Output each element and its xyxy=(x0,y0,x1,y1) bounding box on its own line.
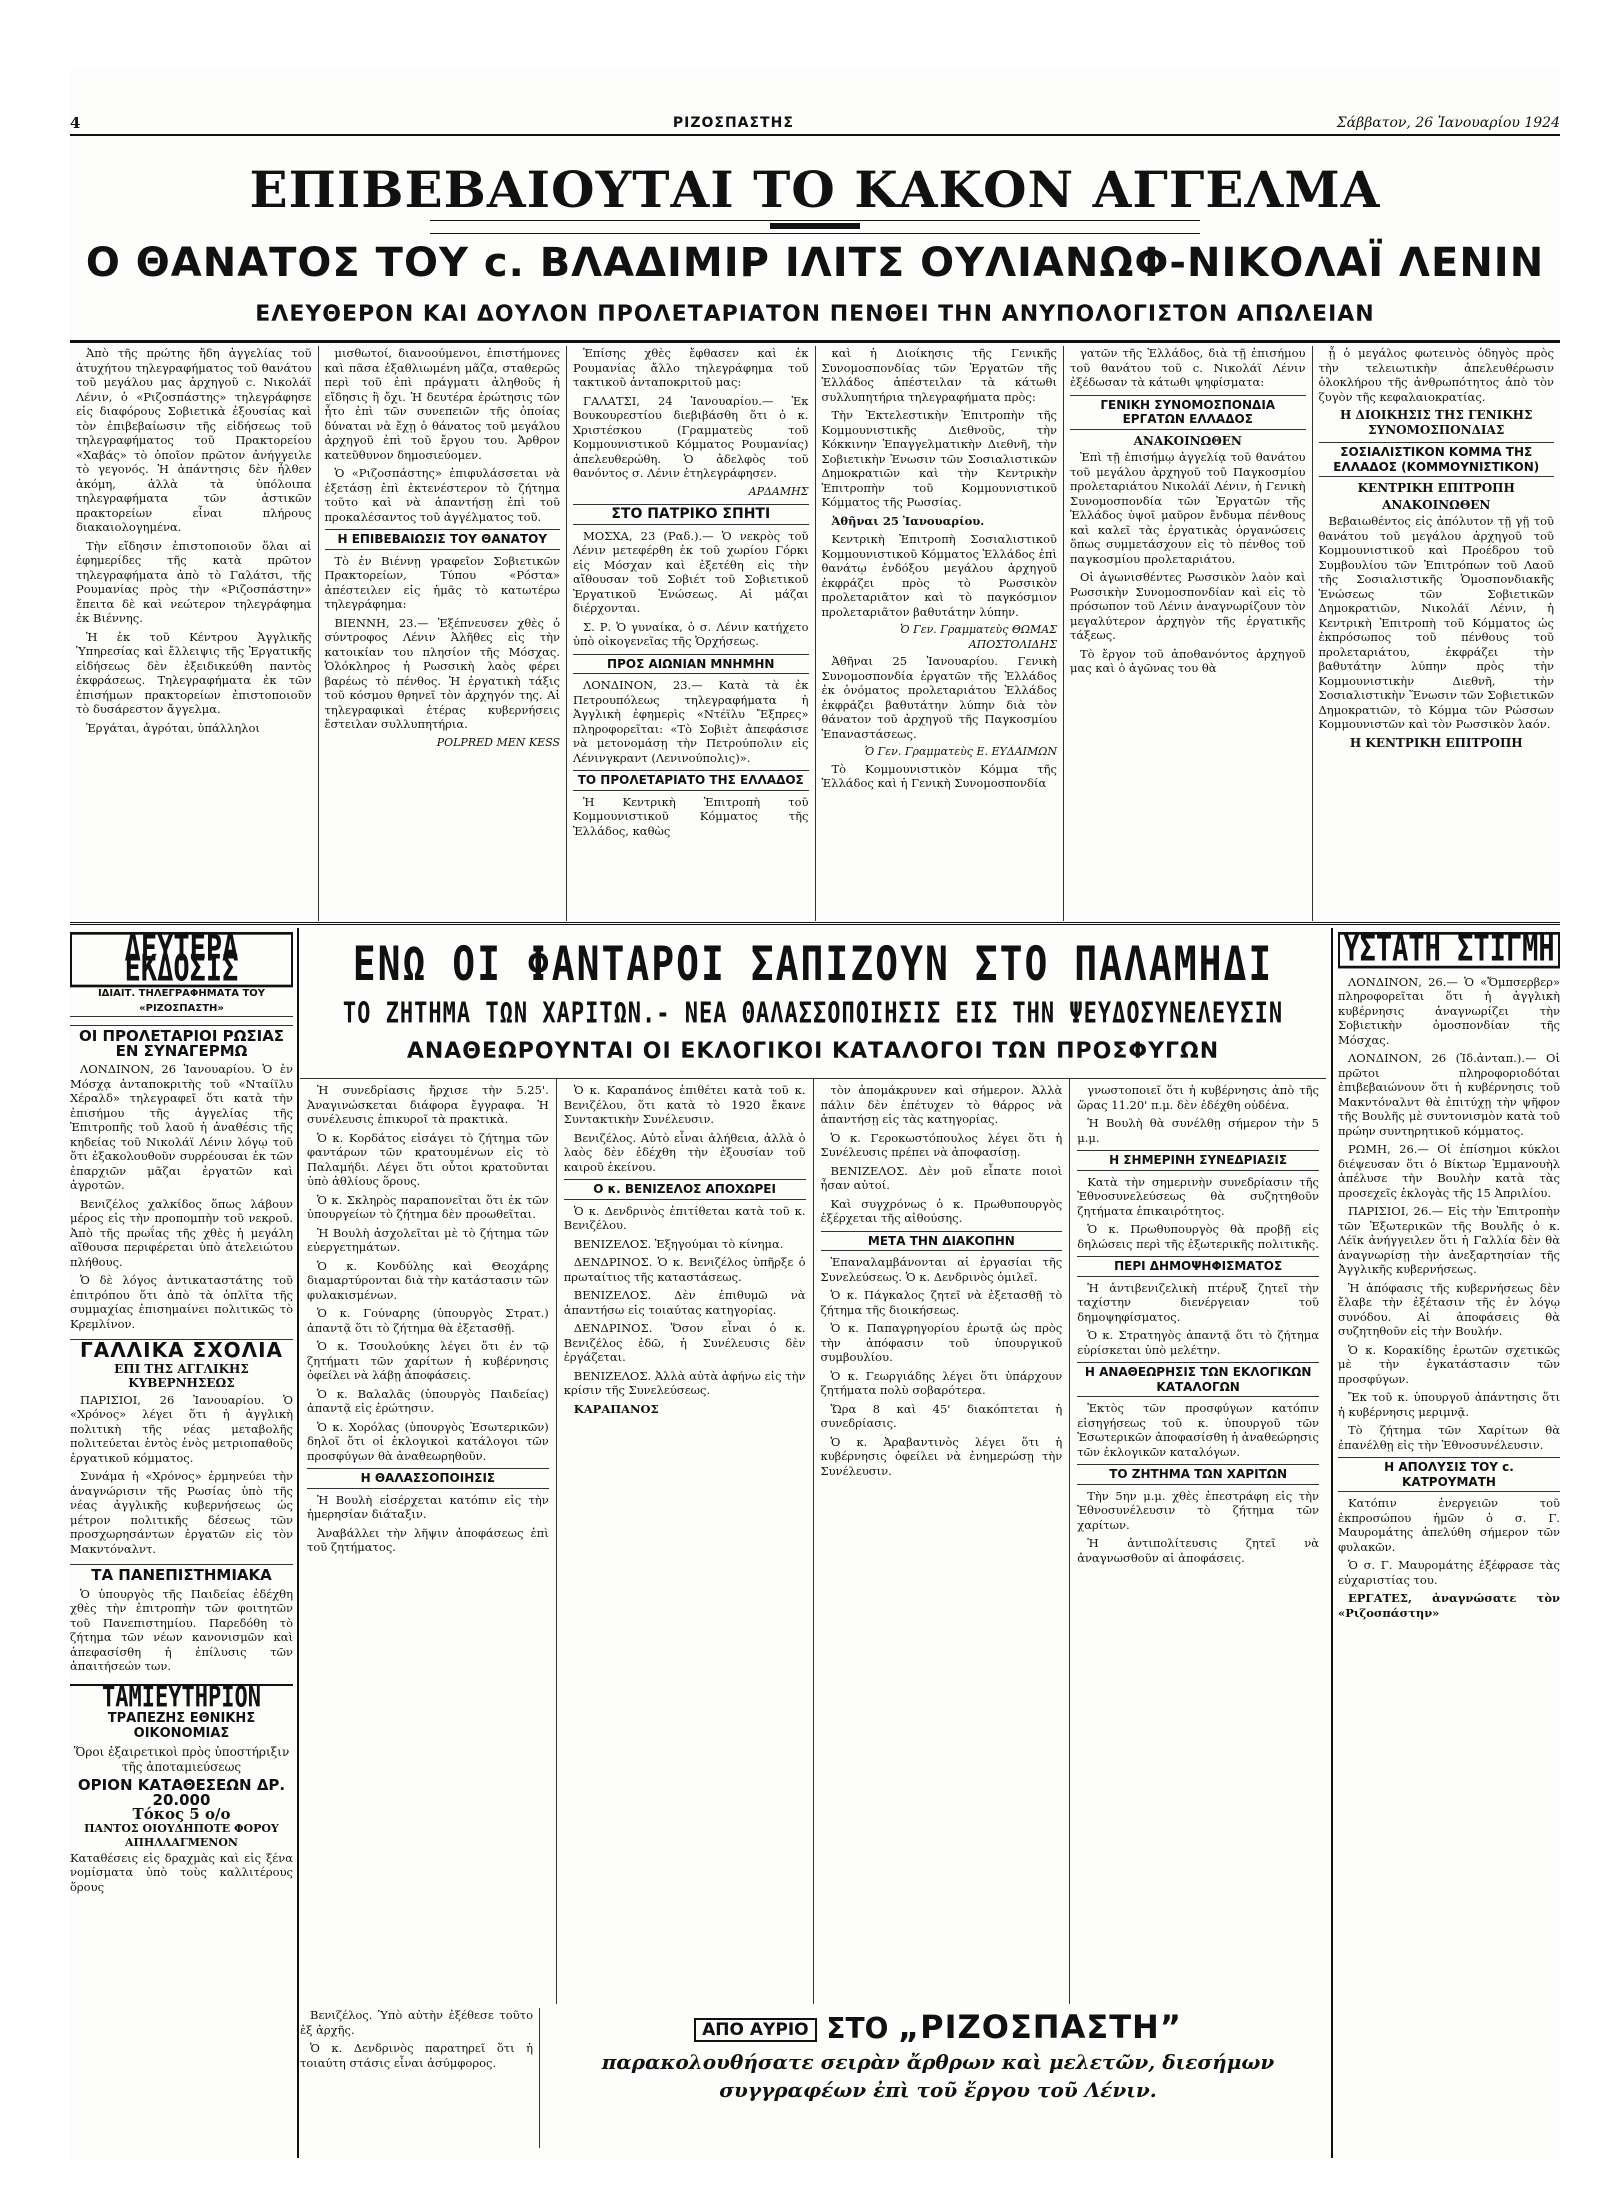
subheading: Η ΑΝΑΘΕΩΡΗΣΙΣ ΤΩΝ ΕΚΛΟΓΙΚΩΝ ΚΑΤΑΛΟΓΩΝ xyxy=(1077,1362,1319,1397)
subheading: ΤΟ ΖΗΤΗΜΑ ΤΩΝ ΧΑΡΙΤΩΝ xyxy=(1077,1464,1319,1485)
paragraph: Ἡ Κεντρικὴ Ἐπιτροπὴ τοῦ Κομμουνιστικοῦ Κόμματος τῆς Ἑλλάδος, καθὼς xyxy=(573,794,809,838)
lenin-section xyxy=(70,346,1560,921)
subheading: ΜΕΤΑ ΤΗΝ ΔΙΑΚΟΠΗΝ xyxy=(821,1231,1063,1252)
paragraph: Σ. Ρ. Ὁ γυναίκα, ὁ σ. Λένιν κατήχετο ὑπὸ οἰκογενεῖας τῆς Ὁρχήσεως. xyxy=(573,619,809,648)
ad-note: Καταθέσεις εἰς δραχμὰς καὶ εἰς ξένα νομίσματα ὑπὸ τοὺς καλλιτέρους ὅρους xyxy=(70,1850,293,1894)
paragraph: Ὁ κ. Στρατηγὸς ἀπαντᾷ ὅτι τὸ ζήτημα εὑρίσκεται ὑπὸ μελέτην. xyxy=(1077,1328,1319,1357)
top-column-5 xyxy=(1064,346,1313,921)
paragraph: Βενιζέλος. Ὑπὸ αὐτὴν ἐξέθεσε τοῦτο ἐξ ἀρχῆς. xyxy=(300,2008,533,2037)
paragraph: Ὥρα 8 καὶ 45' διακόπτεται ἡ συνεδρίασις. xyxy=(820,1401,1063,1430)
paragraph: Ὁ κ. Γεωργιάδης λέγει ὅτι ὑπάρχουν ζητήματα πολὺ σοβαρότερα. xyxy=(820,1368,1063,1397)
paragraph: ΛΟΝΔΙΝΟΝ, 26.— Ὁ «Ὄμπσερβερ» πληροφορεῖται ὅτι ἡ ἀγγλικὴ κυβέρνησις ἀναγνωρίζει τὴν Σοβιετικὴν ὁμοσπονδίαν τῆς Μόσχας. xyxy=(1338,974,1560,1047)
paragraph: Ὁ «Ριζοσπάστης» ἐπιφυλάσσεται νὰ ἐξετάσῃ ἐπὶ ἐκτενέστερον τὸ ζήτημα τοῦτο καὶ νὰ ἀπαντήσῃ ἐπὶ τοῦ προκαλέσαντος τοῦ ἀγγέλματος τοῦ. xyxy=(324,466,560,524)
paragraph: Ὁ κ. Καραπάνος ἐπιθέτει κατὰ τοῦ κ. Βενιζέλου, ὅτι κατὰ τὸ 1920 ἔκανε Συντακτικὴν Συνέλευσιν. xyxy=(563,1083,806,1126)
paragraph: Ὁ σ. Γ. Μαυρομάτης ἐξέφρασε τὰς εὐχαριστίας του. xyxy=(1338,1558,1560,1587)
ad-line: Ὅροι ἐξαιρετικοὶ πρὸς ὑποστήριξιν τῆς ἀποταμιεύσεως xyxy=(73,1745,290,1774)
paragraph: Τὸ ἐν Βιέννῃ γραφεῖον Σοβιετικῶν Πρακτορείων, Τύπου «Ρόστα» ἀπέστειλεν εἰς ἡμᾶς τὸ κατωτέρω τηλεγράφημα: xyxy=(324,553,560,611)
paragraph: Ἡ ἀντιπολίτευσις ζητεῖ νὰ ἀναγνωσθοῦν αἱ ἀποφάσεις. xyxy=(1077,1536,1319,1565)
paragraph: Τὸ ζήτημα τῶν Χαρίτων θὰ ἐπανέλθῃ εἰς τὴν Ἐθνοσυνέλευσιν. xyxy=(1338,1423,1560,1452)
paragraph: ΒΕΝΙΖΕΛΟΣ. Ἐξηγούμαι τὸ κίνημα. xyxy=(573,1236,784,1251)
paragraph: Ὁ κ. Γούναρης (ὑπουργὸς Στρατ.) ἀπαντᾷ ὅτι τὸ ζήτημα θὰ ἐξετασθῇ. xyxy=(307,1306,549,1335)
paragraph: Ὁ ὑπουργὸς τῆς Παιδείας ἐδέχθη χθὲς τὴν ἐπιτροπὴν τῶν φοιτητῶν τοῦ Πανεπιστημίου. Παρεδόθη τὸ ζήτημα τῶν νέων κανονισμῶν καὶ ἀπεφασίσθη ἡ ἐπίλυσις τῶν ἀπαιτήσεών των. xyxy=(70,1586,293,1673)
center-banner-2: ΤΟ ΖΗΤΗΜΑ ΤΩΝ ΧΑΡΙΤΩΝ.- ΝΕΑ ΘΑΛΑΣΣΟΠΟΙΗΣΙΣ ΕΙΣ ΤΗΝ ΨΕΥΔΟΣΥΝΕΛΕΥΣΙΝ xyxy=(342,998,1284,1031)
page-number: 4 xyxy=(70,114,81,132)
subheading: ΤΟ ΠΡΟΛΕΤΑΡΙΑΤΟ ΤΗΣ ΕΛΛΑΔΟΣ xyxy=(573,770,809,791)
paragraph: ᾗ ὁ μεγάλος φωτεινὸς ὁδηγὸς πρὸς τὴν τελειωτικὴν ἀπελευθέρωσιν ὁλοκλήρου τῆς ἀνθρωπότητος ἀπὸ τὸν ζυγὸν τῆς κεφαλαιοκρατίας. xyxy=(1318,346,1554,404)
paragraph: ΜΟΣΧΑ, 23 (Ραδ.).— Ὁ νεκρὸς τοῦ Λένιν μετεφέρθη ἐκ τοῦ χωρίου Γόρκι εἰς Μόσχαν καὶ ἐξετέθη εἰς τὴν αἴθουσαν τοῦ Σοβιέτ τοῦ Σοβιετικοῦ Ἐργατικοῦ Ἑνώσεως. Αἱ μάζαι διέρχονται. xyxy=(573,528,809,615)
newspaper-page xyxy=(70,70,1560,2160)
center-column-2 xyxy=(557,1079,814,2004)
signature: POLPRED MEN KESS xyxy=(436,735,560,749)
paragraph: τὸν ἀπομάκρυνεν καὶ σήμερον. Ἀλλὰ πάλιν δὲν ἐπέτυχεν τὸ θάρρος νὰ ἀπαντήσῃ εἰς τὰς κατηγορίας. xyxy=(820,1083,1063,1126)
subheading-small: ΕΠΙ ΤΗΣ ΑΓΓΛΙΚΗΣ ΚΥΒΕΡΝΗΣΕΩΣ xyxy=(114,1361,249,1390)
center-banner-3: ΑΝΑΘΕΩΡΟΥΝΤΑΙ ΟΙ ΕΚΛΟΓΙΚΟΙ ΚΑΤΑΛΟΓΟΙ ΤΩΝ ΠΡΟΣΦΥΓΩΝ xyxy=(406,1039,1220,1064)
paragraph: Ὁ κ. Πάγκαλος ζητεῖ νὰ ἐξετασθῇ τὸ ζήτημα τῆς διοικήσεως. xyxy=(820,1288,1063,1317)
subheading: ΤΑ ΠΑΝΕΠΙΣΤΗΜΙΑΚΑ xyxy=(70,1564,293,1583)
paragraph: ΒΕΝΙΖΕΛΟΣ. Δὲν μοῦ εἶπατε ποιοὶ ἦσαν αὐτοί. xyxy=(820,1163,1063,1192)
paragraph: Ὁ κ. Δενδρινὸς ἐπιτίθεται κατὰ τοῦ κ. Βενιζέλου. xyxy=(563,1203,806,1232)
promo-line: παρακολουθήσατε σειρὰν ἄρθρων καὶ μελετῶν, διεσήμων xyxy=(601,2050,1275,2074)
paragraph: Ἐκτὸς τῶν προσφύγων κατόπιν εἰσηγήσεως τοῦ κ. ὑπουργοῦ τῶν Ἐσωτερικῶν ἀποφασίσθη ἡ ἀναθεώρησις τῶν ἐκλογικῶν καταλόγων. xyxy=(1077,1401,1319,1459)
paragraph: Κεντρικὴ Ἐπιτροπὴ Σοσιαλιστικοῦ Κομμουνιστικοῦ Κόμματος Ἑλλάδος ἐπὶ θανάτῳ ἐνδόξου μεγάλου ἀρχηγοῦ ἐκφράζει πρὸς τὸ Ρωσσικὸν προλεταριᾶτον καὶ τὸ παγκόσμιον προλεταριᾶτον βαθυτάτην λύπην. xyxy=(821,532,1057,619)
promo-line: συγγραφέων ἐπὶ τοῦ ἔργου τοῦ Λένιν. xyxy=(719,2078,1157,2102)
paragraph: ΠΑΡΙΣΙΟΙ, 26 Ἰανουαρίου. Ὁ «Χρόνος» λέγει ὅτι ἡ ἀγγλικὴ πολιτικὴ τῆς νέας μεταβολῆς πολιτεύεται ἐντὸς ἑνὸς μετριοπαθοῦς ἐργατικοῦ κόμματος. xyxy=(70,1392,293,1465)
paragraph: μισθωτοί, διανοούμενοι, ἐπιστήμονες καὶ πᾶσα ἐξαθλιωμένη μᾶζα, σταθερῶς περὶ τοῦ ἐπὶ πράγματι ἀληθοῦς ἡ εἴδησις ἢ ὄχι. Ἡ δευτέρα ἐρώτησις τῶν ἦτο ἐπὶ τῶν συνεπειῶν τῆς ὁποίας δύναται νὰ ἔχῃ ὁ θάνατος τοῦ μεγάλου ἀρχηγοῦ ἐπὶ τοῦ ἔργου του. Ἀρθρον κατεῦθυνον δημοσιεύομεν. xyxy=(324,346,560,462)
paragraph: ΛΟΝΔΙΝΟΝ, 26 (Ἰδ.ἀνταπ.).— Οἱ πρῶτοι πληροφοριοδόται ἐπιβεβαιώνουν ὅτι ἡ κυβέρνησις τοῦ Μακντόναλντ θὰ ἐπιτύχῃ τὴν ψῆφον τῆς Βουλῆς μὲ συντονισμὸν κατὰ τοῦ πρώην συντηρητικοῦ κόμματος. xyxy=(1338,1051,1560,1138)
paragraph: Ὁ κ. Βαλαλᾶς (ὑπουργὸς Παιδείας) ἀπαντᾷ εἰς ἐρώτησιν. xyxy=(307,1386,549,1415)
subheading: ΠΕΡΙ ΔΗΜΟΨΗΦΙΣΜΑΤΟΣ xyxy=(1077,1256,1319,1277)
promo-side-text xyxy=(300,2008,540,2148)
second-headline: Ο ΘΑΝΑΤΟΣ ΤΟΥ ϲ. ΒΛΑΔΙΜΙΡ ΙΛΙΤΣ ΟΥΛΙΑΝΩΦ-ΝΙΚΟΛΑΪ ΛΕΝΙΝ xyxy=(85,240,1545,286)
left-column xyxy=(70,928,299,2158)
paragraph: Κατόπιν ἐνεργειῶν τοῦ ἐκπροσώπου ἡμῶν ὁ σ. Γ. Μαυρομάτης ἀπελύθη σήμερον τῶν φυλακῶν. xyxy=(1338,1496,1560,1554)
center-section xyxy=(300,928,1326,2158)
paragraph: Ἀθῆναι 25 Ἰανουαρίου. Γενικὴ Συνομοσπονδία ἐργατῶν τῆς Ἑλλάδος ἐκ ὀνόματος προλεταριάτου Ἑλλάδος ἐκφράζει βαθυτάτην λύπην διὰ τὸν θάνατον τοῦ ἀρχηγοῦ τῆς Παγκοσμίου Ἐπαναστάσεως. xyxy=(821,654,1057,741)
paragraph: ΒΕΝΙΖΕΛΟΣ. Ἀλλὰ αὐτὰ ἀφήνω εἰς τὴν κρίσιν τῆς Συνελεύσεως. xyxy=(563,1368,806,1397)
paragraph: Ἔκ τοῦ κ. ὑπουργοῦ ἀπάντησις ὅτι ἡ κυβέρνησις μεριμνᾷ. xyxy=(1338,1390,1560,1419)
paragraph: Τὴν εἴδησιν ἐπιστοποιοῦν ὅλαι αἱ ἐφημερίδες τῆς κατὰ πρῶτον τηλεγραφήματα ἀπὸ τὸ Γαλάτσι, τῆς Ρουμανίας πρὸς τὴν «Ριζοσπάστην» ἔπειτα δὲ καὶ νεώτερον τηλεγράφημα ἐκ Βιέννης. xyxy=(76,538,312,625)
paragraph: Ἀπὸ τῆς πρώτης ἤδη ἀγγελίας τοῦ ἀτυχήτου τηλεγραφήματος τοῦ θανάτου τοῦ μεγάλου μας ἀρχηγοῦ ϲ. Νικολάϊ Λένιν, ὁ «Ριζοσπάστης» τηλεγράφησε εἰς διαφόρους Σοβιετικὰ ἐξουσίας καὶ τὸν ἐπιβεβαίωσιν τῆς εἰδήσεως τοῦ τηλεγραφήματος τοῦ Πρακτορείου «Χαβάς» τὸ ὁποῖον πρῶτον ἀνήγγειλε τὸ γεγονός. Ἡ ἀπάντησις δὲν ἦλθεν ἀκόμη, ἀλλὰ τὰ ὑπόλοιπα τηλεγραφήματα τῶν ἀστικῶν πρακτορείων εἶναι πλήρους διακαιολογημένα. xyxy=(76,346,312,534)
paragraph: Ἡ Βουλὴ ἀσχολεῖται μὲ τὸ ζήτημα τῶν εὐεργετημάτων. xyxy=(307,1225,549,1254)
paragraph: Συνάμα ἡ «Χρόνος» ἐρμηνεύει τὴν ἀναγνώρισιν τῆς Ρωσίας ὑπὸ τῆς νέας ἀγγλικῆς κυβερνήσεως ὡς μέτρον πολιτικῆς δέσεως τῶν προσχωρησάντων ἐργατῶν εἰς τὸν Μακντόναλντ. xyxy=(70,1469,293,1556)
paragraph: Τὴν Ἐκτελεστικὴν Ἐπιτροπὴν τῆς Κομμουνιστικῆς Διεθνοῦς, τὴν Κόκκινην Ἐπαγγελματικὴν Διεθνῆ, τὴν Σοβιετικὴν Ἐνωσιν τῶν Σοσιαλιστικῶν Δημοκρατιῶν καὶ τὴν Κεντρικὴν Ἐπιτροπὴν τοῦ Κομμουνιστικοῦ Κόμματος τῆς Ρωσσίας. xyxy=(821,408,1057,509)
paragraph: Ἡ Βουλὴ θὰ συνέλθῃ σήμερον τὴν 5 μ.μ. xyxy=(1077,1116,1319,1145)
paragraph: καὶ ἡ Διοίκησις τῆς Γενικῆς Συνομοσπονδίας τῶν Ἐργατῶν τῆς Ἑλλάδος ἀπέστειλαν τὰ κάτωθι συλλυπητήρια τηλεγραφήματα πρὸς: xyxy=(821,346,1057,404)
second-edition-title: ΔΕΥΤΕΡΑ ΕΚΔΟΣΙΣ xyxy=(70,932,293,987)
top-column-1 xyxy=(70,346,319,921)
subheading: ΓΑΛΛΙΚΑ ΣΧΟΛΙΑ xyxy=(70,1339,293,1358)
paragraph: Ὁ κ. Κορδάτος εἰσάγει τὸ ζήτημα τῶν φαντάρων τῶν κρατουμένων εἰς τὸ Παλαμήδι. Λέγει ὅτι οὗτοι κρατοῦνται ὑπὸ ἀθλίους ὅρους. xyxy=(307,1130,549,1188)
subheading: ΟΙ ΠΡΟΛΕΤΑΡΙΟΙ ΡΩΣΙΑΣ ΕΝ ΣΥΝΑΓΕΡΜΩ xyxy=(70,1025,293,1058)
signature: Ὁ Γεν. Γραμματεὺς ΘΩΜΑΣ ΑΠΟΣΤΟΛΙΔΗΣ xyxy=(900,623,1057,651)
paragraph: Ὁ κ. Χορόλας (ὑπουργὸς Ἐσωτερικῶν) δηλοῖ ὅτι οἱ ἐκλογικοὶ κατάλογοι τῶν προσφύγων θὰ ἀναθεωρηθοῦν. xyxy=(307,1419,549,1463)
second-edition-subtitle: ΙΔΙΑΙΤ. ΤΗΛΕΓΡΑΦΗΜΑΤΑ ΤΟΥ «ΡΙΖΟΣΠΑΣΤΗ» xyxy=(70,987,293,1017)
paragraph: Ὁ κ. Πρωθυπουργὸς θὰ προβῇ εἰς δηλώσεις περὶ τῆς ἐξωτερικῆς πολιτικῆς. xyxy=(1077,1222,1319,1251)
paragraph: Ὁ κ. Παπαγρηγορίου ἐρωτᾷ ὡς πρὸς τὴν ἀπόφασιν τοῦ ὑπουργικοῦ συμβουλίου. xyxy=(820,1321,1063,1364)
promo-from: ΑΠΟ ΑΥΡΙΟ xyxy=(694,2018,816,2042)
paragraph: Ἡ ἀπόφασις τῆς κυβερνήσεως δὲν ἔλαβε τὴν ἐξέτασιν τῆς ἐν λόγῳ συνόδου. Αἱ ἀποφάσεις θὰ συζητηθοῦν εἰς τὴν Βουλήν. xyxy=(1338,1280,1560,1338)
subheading-small: ΑΝΑΚΟΙΝΩΘΕΝ xyxy=(1382,497,1491,512)
center-column-1 xyxy=(300,1079,557,2004)
paragraph: Ὁ κ. Ἀραβαντινὸς λέγει ὅτι ἡ κυβέρνησις ὀφείλει νὰ ἐνημερώσῃ τὴν Συνέλευσιν. xyxy=(820,1434,1063,1478)
paragraph: Ἡ συνεδρίασις ἤρχισε τὴν 5.25'. Ἀναγινώσκεται διάφορα ἔγγραφα. Ἡ συνέλευσις ἐπικυροῖ τὰ πρακτικὰ. xyxy=(307,1083,549,1126)
paragraph: γνωστοποιεῖ ὅτι ἡ κυβέρνησις ἀπὸ τῆς ὥρας 11.20' π.μ. δὲν ἐδέχθη οὐδένα. xyxy=(1077,1083,1319,1112)
paper-name: ΡΙΖΟΣΠΑΣΤΗΣ xyxy=(672,115,794,131)
ad-limit: ΟΡΙΟΝ ΚΑΤΑΘΕΣΕΩΝ ΔΡ. 20.000 xyxy=(77,1776,286,1809)
paragraph: ΒΙΕΝΝΗ, 23.— Ἐξέπνευσεν χθὲς ὁ σύντροφος Λένιν Ἀλῆθες εἰς τὴν κατοικίαν του πλησίον τῆς Μόσχας. Ὁλόκληρος ἡ Ρωσσικὴ λαὸς φέρει βαρέως τὸ πένθος. Ἡ ἐργατικὴ τάξις τοῦ κόσμου θρηνεῖ τὸν ἀρχηγόν της. Αἱ τηλεγραφικαὶ ἐτέρας κυβερνήσεις ἔστειλαν συλλυπητήρια. xyxy=(324,615,560,731)
paragraph: ΛΟΝΔΙΝΟΝ, 23.— Κατὰ τὰ ἐκ Πετρουπόλεως τηλεγραφήματα ἡ Ἀγγλικὴ ἐφημερὶς «Ντέϊλυ Ἔξπρες» πληροφορεῖται: «Τὸ Σοβιὲτ ἀπεφάσισε νὰ μετονομάσῃ τὴν Πετρούπολιν εἰς Λένινγκραντ (Λενινούπολις)». xyxy=(573,678,809,765)
paragraph: ΓΑΛΑΤΣΙ, 24 Ἰανουαρίου.— Ἐκ Βουκουρεστίου διεβιβάσθη ὅτι ὁ κ. Χριστέσκου (Γραμματεὺς τοῦ Κομμουνιστικοῦ Κόμματος Ρουμανίας) ἀπελευθερώθη. Ὁ ἀδελφὸς τοῦ θανόντος σ. Λένιν ἐτηλεγράφησεν. xyxy=(573,393,809,480)
paragraph: Ἐπὶ τῇ ἐπισήμῳ ἀγγελίᾳ τοῦ θανάτου τοῦ μεγάλου ἀρχηγοῦ τοῦ Παγκοσμίου προλεταριάτου Νικολάϊ Λένιν, ἡ Γενικὴ Συνομοσπονδία τῶν Ἐργατῶν τῆς Ἑλλάδος ὑψοῖ μαῦρον ἔνδυμα πένθους καὶ καλεῖ τὰς ἐργατικὰς ὀργανώσεις ὅπως συμμετάσχουν εἰς τὸ πένθος τοῦ παγκοσμίου προλεταριάτου. xyxy=(1070,450,1306,566)
subheading: Η ΑΠΟΛΥΣΙΣ ΤΟΥ ϲ. ΚΑΤΡΟΥΜΑΤΗ xyxy=(1338,1457,1560,1492)
ad-rate: Τόκος 5 ο/ο xyxy=(132,1805,231,1823)
paragraph: ΡΩΜΗ, 26.— Οἱ ἐπίσημοι κύκλοι διέψευσαν ὅτι ὁ Βίκτωρ Ἐμμανουὴλ ἀπέλυσε τὴν Βουλὴν κατὰ τὰς προσεχεῖς ἐκλογὰς τῆς 15 Ἀπριλίου. xyxy=(1338,1142,1560,1200)
signature: Η ΚΕΝΤΡΙΚΗ ΕΠΙΤΡΟΠΗ xyxy=(1349,735,1523,750)
paragraph: Βεβαιωθέντος εἰς ἀπόλυτον τῇ γῇ τοῦ θανάτου τοῦ μεγάλου ἀρχηγοῦ τοῦ Κομμουνιστικοῦ καὶ Προέδρου τοῦ Συμβουλίου τῶν Ἐπιτρόπων τοῦ Λαοῦ τῆς Σοσιαλιστικῆς Ὁμοσπονδιακῆς Ἑνώσεως τῶν Σοβιετικῶν Δημοκρατιῶν, Νικολάϊ Λένιν, ἡ Κεντρικὴ Ἐπιτροπὴ τοῦ Κόμματος ὡς ἐκπρόσωπος τοῦ πένθους τοῦ προλεταριάτου, ἐκφράζει τὴν βαθυτάτην λύπην πρὸς τὴν Κομμουνιστικὴν Διεθνῆ, τὴν Σοσιαλιστικὴν Ἕνωσιν τῶν Σοβιετικῶν Δημοκρατιῶν, τὸ Κόμμα τῶν Ρώσσων Κομμουνιστῶν καὶ τὸν Ρωσσικὸν λαόν. xyxy=(1318,514,1554,731)
subheading: ΣΟΣΙΑΛΙΣΤΙΚΟΝ ΚΟΜΜΑ ΤΗΣ ΕΛΛΑΔΟΣ (ΚΟΜΜΟΥΝΙΣΤΙΚΟΝ) xyxy=(1319,442,1555,477)
paragraph: ΔΕΝΔΡΙΝΟΣ. Ὅσον εἶναι ὁ κ. Βενιζέλος ἐδῶ, ἡ Συνέλευσις δὲν ἐργάζεται. xyxy=(563,1321,806,1364)
signature: Ὁ Γεν. Γραμματεὺς Ε. ΕΥΔΑΙΜΩΝ xyxy=(864,745,1057,758)
third-headline: ΕΛΕΥΘΕΡΟΝ ΚΑΙ ΔΟΥΛΟΝ ΠΡΟΛΕΤΑΡΙΑΤΟΝ ΠΕΝΘΕΙ ΤΗΝ ΑΝΥΠΟΛΟΓΙΣΤΟΝ ΑΠΩΛΕΙΑΝ xyxy=(255,302,1375,327)
last-minute-title: ΥΣΤΑΤΗ ΣΤΙΓΜΗ xyxy=(1338,932,1560,968)
promo-in: ΣΤΟ xyxy=(826,2012,889,2045)
issue-date: Σάββατον, 26 Ἰανουαρίου 1924 xyxy=(1336,115,1560,131)
center-banner-1: ΕΝΩ ΟΙ ΦΑΝΤΑΡΟΙ ΣΑΠΙΖΟΥΝ ΣΤΟ ΠΑΛΑΜΗΔΙ xyxy=(352,936,1274,991)
paragraph: ΚΑΡΑΠΑΝΟΣ xyxy=(573,1401,659,1416)
paragraph: Καὶ συγχρόνως ὁ κ. Πρωθυπουργὸς ἐξέρχεται τῆς αἰθούσης. xyxy=(820,1196,1063,1225)
paragraph: Ἡ Βουλὴ εἰσέρχεται κατόπιν εἰς τὴν ἡμερησίαν διάταξιν. xyxy=(307,1492,549,1521)
main-headline: ΕΠΙΒΕΒΑΙΟΥΤΑΙ ΤΟ ΚΑΚΟΝ ΑΓΓΕΛΜΑ xyxy=(249,160,1381,219)
paragraph: Ὁ κ. Σκληρὸς παραπονεῖται ὅτι ἐκ τῶν ὑπουργείων τὸ ζήτημα δὲν προωθεῖται. xyxy=(307,1192,549,1221)
paragraph: Ἀναβάλλει τὴν λῆψιν ἀποφάσεως ἐπὶ τοῦ ζητήματος. xyxy=(307,1525,549,1554)
top-column-4 xyxy=(816,346,1065,921)
section-rule xyxy=(70,922,1560,925)
paragraph: Ὁ δὲ λόγος ἀντικαταστάτης τοῦ ἐπιτρόπου ὅτι ἀπὸ τὰ ὁπλῖτα τῆς συμμαχίας ἐπισημαίνει πολιτικῶς τὸ Κρεμλίνον. xyxy=(70,1273,293,1331)
top-column-6 xyxy=(1313,346,1561,921)
subheading: ΠΡΟΣ ΑΙΩΝΙΑΝ ΜΝΗΜΗΝ xyxy=(573,654,809,675)
promo-announcement xyxy=(550,2008,1326,2148)
paragraph: Βενιζέλος. Αὐτὸ εἶναι ἀλήθεια, ἀλλὰ ὁ λαὸς δὲν ἐδέχθη τὴν ἐξουσίαν τοῦ καιροῦ ἐκείνου. xyxy=(563,1130,806,1174)
ad-bank: ΤΡΑΠΕΖΗΣ ΕΘΝΙΚΗΣ ΟΙΚΟΝΟΜΙΑΣ xyxy=(107,1711,256,1741)
paragraph: Οἱ ἀγωνισθέντες Ρωσσικὸν λαὸν καὶ Ρωσσικὴν Συνομοσπονδίαν καὶ εἰς τὸ πρόσωπον τοῦ Λένιν ἀναγνωρίζουν τὸν μεγαλύτερον ἀρχηγὸν τῆς ἐργατικῆς τάξεως. xyxy=(1070,570,1306,642)
paragraph: Ἡ ἐκ τοῦ Κέντρου Ἀγγλικῆς Ὑπηρεσίας καὶ ἔλλειψις τῆς Ἐργατικῆς εἰδήσεως δὲν ἐξειδικεύθη παντὸς ἐκφράσεως. Τηλεγραφήματα ἐκ τῶν ἐπισήμων πρακτορείων ἐπιστοποιοῦν τὸ δυσάρεστον ἄγγελμα. xyxy=(76,629,312,716)
subheading: ΣΤΟ ΠΑΤΡΙΚΟ ΣΠΗΤΙ xyxy=(573,504,809,525)
paragraph: Ἀθῆναι 25 Ἰανουαρίου. xyxy=(831,513,985,528)
signature: Η ΔΙΟΙΚΗΣΙΣ ΤΗΣ ΓΕΝΙΚΗΣ ΣΥΝΟΜΟΣΠΟΝΔΙΑΣ xyxy=(1340,408,1533,437)
paragraph: Βενιζέλος χαλκίδος ὅπως λάβουν μέρος εἰς τὴν προπομπὴν τοῦ νεκροῦ. Ἀπὸ τῆς πρωΐας τῆς χθὲς ἡ μεγάλη αἴθουσα περιφέρεται ὑπὸ ἀτελειώτου πλήθους. xyxy=(70,1196,293,1269)
subheading-small: ΚΕΝΤΡΙΚΗ ΕΠΙΤΡΟΠΗ xyxy=(1357,481,1515,495)
paragraph: ΛΟΝΔΙΝΟΝ, 26 Ἰανουαρίου. Ὁ ἐν Μόσχᾳ ἀνταποκριτὴς τοῦ «Νταίϊλυ Χέραλδ» τηλεγραφεῖ ὅτι κατὰ τὴν ἐπισήμου τῆς ἀγγελίας τῆς Ἐπιτροπῆς τοῦ λαοῦ ἡ ἀναθέσις τῆς κηδείας τοῦ Νικολάϊ Λένιν λόγῳ τοῦ ὅτι ἐξακολουθοῦν συρρέουσαι ἐκ τῶν ἐπαρχιῶν μᾶζαι ἐργατῶν καὶ ἀγροτῶν. xyxy=(70,1062,293,1192)
center-column-3 xyxy=(814,1079,1071,2004)
promo-headline xyxy=(550,2008,1326,2046)
paragraph: ΠΑΡΙΣΙΟΙ, 26.— Εἰς τὴν Ἐπιτροπὴν τῶν Ἐξωτερικῶν τῆς Βουλῆς ὁ κ. Λέϊκ ἀνήγγειλεν ὅτι ἡ Γαλλία δὲν θὰ ἀναγνωρίσῃ τὴν ἀνεξαρτησίαν τῆς Ἀγγλικῆς κυβερνήσεως. xyxy=(1338,1204,1560,1276)
paragraph: ΔΕΝΔΡΙΝΟΣ. Ὁ κ. Βενιζέλος ὑπῆρξε ὁ πρωταίτιος τῆς καταστάσεως. xyxy=(563,1255,806,1284)
top-column-3 xyxy=(567,346,816,921)
top-column-2 xyxy=(319,346,568,921)
paragraph: γατῶν τῆς Ἑλλάδος, διὰ τῇ ἐπισήμου τοῦ θανάτου τοῦ ϲ. Νικολάϊ Λένιν ἐξέδωσαν τὰ κάτωθι ψηφίσματα: xyxy=(1070,346,1306,389)
paragraph: Ὁ κ. Κορακίδης ἐρωτῶν σχετικῶς μὲ τὴν ἐγκατάστασιν τῶν προσφύγων. xyxy=(1338,1342,1560,1386)
paragraph: Ὁ κ. Δενδρινὸς παρατηρεῖ ὅτι ἡ τοιαύτη στάσις εἶναι ἀσύμφορος. xyxy=(300,2041,533,2070)
subheading: Η ΕΠΙΒΕΒΑΙΩΣΙΣ ΤΟΥ ΘΑΝΑΤΟΥ xyxy=(325,529,561,550)
paragraph: Ἐπίσης χθὲς ἔφθασεν καὶ ἐκ Ρουμανίας ἄλλο τηλεγράφημα τοῦ τακτικοῦ ἀνταποκριτοῦ μας: xyxy=(573,346,809,389)
paragraph: Ὁ κ. Τσουλούκης λέγει ὅτι ἐν τῷ ζητήματι τῶν χαρίτων ἡ κυβέρνησις ὀφείλει νὰ λάβῃ ἀποφάσεις. xyxy=(307,1339,549,1382)
paragraph: Ὁ κ. Κονδύλης καὶ Θεοχάρης διαμαρτύρονται διὰ τὴν κατάστασιν τῶν φυλακισμένων. xyxy=(307,1258,549,1302)
paragraph: ΒΕΝΙΖΕΛΟΣ. Δὲν ἐπιθυμῶ νὰ ἀπαντήσω εἰς τοιαύτας κατηγορίας. xyxy=(563,1288,806,1317)
paragraph: Τὸ ἔργον τοῦ ἀποθανόντος ἀρχηγοῦ μας καὶ ὁ ἀγῶνας του θὰ xyxy=(1070,646,1306,675)
subheading: ΓΕΝΙΚΗ ΣΥΝΟΜΟΣΠΟΝΔΙΑ ΕΡΓΑΤΩΝ ΕΛΛΑΔΟΣ xyxy=(1070,395,1306,430)
subheading: Ο κ. ΒΕΝΙΖΕΛΟΣ ΑΠΟΧΩΡΕΙ xyxy=(564,1179,806,1200)
subheading: Η ΘΑΛΑΣΣΟΠΟΙΗΣΙΣ xyxy=(307,1468,549,1489)
paragraph: Ὁ κ. Γεροκωστόπουλος λέγει ὅτι ἡ Συνέλευσις πρέπει νὰ ἀποφασίσῃ. xyxy=(820,1130,1063,1159)
masthead-strip xyxy=(70,112,1560,136)
signature: ΑΡΔΑΜΗΣ xyxy=(748,484,809,498)
paragraph: Κατὰ τὴν σημερινὴν συνεδρίασιν τῆς Ἐθνοσυνελεύσεως θὰ συζητηθοῦν ζητήματα ἐπικαιρότητος. xyxy=(1077,1174,1319,1218)
paragraph: Ἐργάται, ἀγρόται, ὑπάλληλοι xyxy=(86,720,260,735)
subheading: Η ΣΗΜΕΡΙΝΗ ΣΥΝΕΔΡΙΑΣΙΣ xyxy=(1077,1150,1319,1171)
paragraph: Ἡ ἀντιβενιζελικὴ πτέρυξ ζητεῖ τὴν ταχίστην διενέργειαν τοῦ δημοψηφίσματος. xyxy=(1077,1280,1319,1324)
decorative-rule xyxy=(430,220,1200,234)
bank-advertisement xyxy=(70,1681,293,1895)
paragraph: Ἐπαναλαμβάνονται αἱ ἐργασίαι τῆς Συνελεύσεως. Ὁ κ. Δενδρινὸς ὁμιλεῖ. xyxy=(820,1255,1063,1284)
ad-title: ΤΑΜΙΕΥΤΗΡΙΟΝ xyxy=(102,1681,261,1715)
paragraph: Τὸ Κομμουνιστικὸν Κόμμα τῆς Ἑλλάδος καὶ ἡ Γενικὴ Συνομοσπονδία xyxy=(821,761,1057,790)
center-columns xyxy=(300,1078,1326,2004)
subheading-small: ΑΝΑΚΟΙΝΩΘΕΝ xyxy=(1133,433,1242,448)
paragraph: ΕΡΓΑΤΕΣ, ἀναγνώσατε τὸν «Ριζοσπάστην» xyxy=(1338,1591,1560,1620)
paragraph: Τὴν 5ην μ.μ. χθὲς ἐπεστράφη εἰς τὴν Ἐθνοσυνέλευσιν τὸ ζήτημα τῶν χαρίτων. xyxy=(1077,1488,1319,1532)
center-column-4 xyxy=(1070,1079,1326,2004)
top-rule xyxy=(70,340,1560,343)
ad-tax: ΠΑΝΤΟΣ ΟΙΟΥΔΗΠΟΤΕ ΦΟΡΟΥ ΑΠΗΛΛΑΓΜΕΝΟΝ xyxy=(84,1821,279,1849)
right-column xyxy=(1331,928,1560,2158)
promo-paper: „ΡΙΖΟΣΠΑΣΤΗ” xyxy=(898,2008,1182,2046)
